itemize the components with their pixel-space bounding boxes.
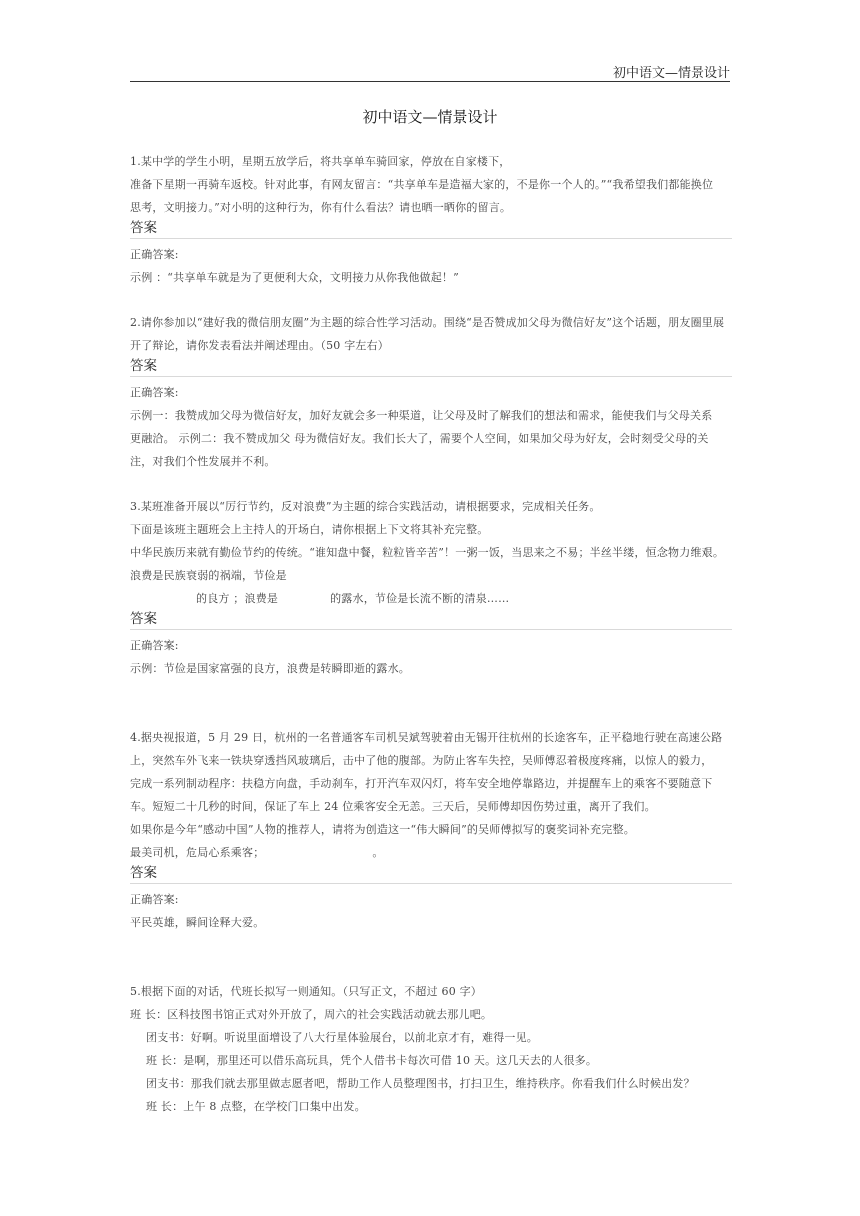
question-text-line: 3.某班准备开展以“厉行节约，反对浪费”为主题的综合实践活动，请根据要求，完成相关任务。 xyxy=(130,500,601,513)
question-text-line: 2.请你参加以“建好我的微信朋友圈”为主题的综合性学习活动。围绕“是否赞成加父母为微信好友”这个话题，朋友圈里展 xyxy=(130,316,725,329)
question-3 xyxy=(130,495,732,680)
question-text-line: 1.某中学的学生小明，星期五放学后，将共享单车骑回家，停放在自家楼下， xyxy=(130,155,511,168)
question-text-line: 4.据央视报道，5 月 29 日，杭州的一名普通客车司机吴斌驾驶着由无锡开往杭州的长途客车，正平稳地行驶在高速公路 xyxy=(130,731,723,744)
header-divider xyxy=(130,81,730,82)
fill-text: 。 xyxy=(372,846,384,859)
question-text-line: 如果你是今年“感动中国”人物的推荐人，请将为创造这一“伟大瞬间”的吴师傅拟写的褒奖词补充完整。 xyxy=(130,823,635,836)
correct-answer-label: 正确答案: xyxy=(130,248,179,261)
answer-text-line: 示例：节俭是国家富强的良方，浪费是转瞬即逝的露水。 xyxy=(130,662,410,675)
answer-text-line: 示例一：我赞成加父母为微信好友，加好友就会多一种渠道，让父母及时了解我们的想法和需求，能使我们与父母关系 xyxy=(130,409,713,422)
question-5 xyxy=(130,980,732,1118)
question-text-line: 中华民族历来就有勤俭节约的传统。“谁知盘中餐，粒粒皆辛苦”！一粥一饭，当思来之不易；半丝半缕，恒念物力维艰。 xyxy=(130,546,725,559)
answer-text-line: 平民英雄，瞬间诠释大爱。 xyxy=(130,916,265,929)
fill-in-line xyxy=(130,587,732,610)
fill-text: 的露水，节俭是长流不断的清泉…… xyxy=(330,592,510,605)
dialog-line: 团支书：那我们就去那里做志愿者吧，帮助工作人员整理图书，打扫卫生，维持秩序。你看我们什么时候出发？ xyxy=(146,1077,695,1090)
answer-heading: 答案 xyxy=(130,219,732,239)
question-4 xyxy=(130,726,732,934)
fill-text: 最美司机，危局心系乘客； xyxy=(130,846,265,859)
question-text-line: 上，突然车外飞来一铁块穿透挡风玻璃后，击中了他的腹部。为防止客车失控，吴师傅忍着极度疼痛，以惊人的毅力， xyxy=(130,754,713,767)
dialog-line: 团支书：好啊。听说里面增设了八大行星体验展台，以前北京才有，难得一见。 xyxy=(146,1031,538,1044)
dialog-line: 班 长：是啊，那里还可以借乐高玩具，凭个人借书卡每次可借 10 天。这几天去的人很多。 xyxy=(146,1054,598,1067)
running-header: 初中语文—情景设计 xyxy=(612,66,730,81)
question-text-line: 开了辩论，请你发表看法并阐述理由。（50 字左右） xyxy=(130,339,389,352)
correct-answer-label: 正确答案: xyxy=(130,639,179,652)
document-body xyxy=(130,150,732,1118)
answer-text-line: 注，对我们个性发展并不利。 xyxy=(130,455,276,468)
question-text-line: 准备下星期一再骑车返校。针对此事，有网友留言：“共享单车是造福大家的，不是你一个人的。”“我希望我们都能换位 xyxy=(130,178,714,191)
question-text-line: 班 长：区科技图书馆正式对外开放了，周六的社会实践活动就去那儿吧。 xyxy=(130,1008,493,1021)
fill-text: 的良方 ；浪费是 xyxy=(196,592,279,605)
question-text-line: 车。短短二十几秒的时间，保证了车上 24 位乘客安全无恙。三天后，吴师傅却因伤势过重，离开了我们。 xyxy=(130,800,656,813)
answer-heading: 答案 xyxy=(130,357,732,377)
correct-answer-label: 正确答案: xyxy=(130,386,179,399)
answer-heading: 答案 xyxy=(130,610,732,630)
page-title: 初中语文—情景设计 xyxy=(362,108,498,126)
correct-answer-label: 正确答案: xyxy=(130,893,179,906)
answer-heading: 答案 xyxy=(130,864,732,884)
question-text-line: 浪费是民族衰弱的祸端，节俭是 xyxy=(130,569,287,582)
question-text-line: 5.根据下面的对话，代班长拟写一则通知。（只写正文，不超过 60 字） xyxy=(130,985,482,998)
answer-text-line: 更融洽。 示例二：我不赞成加父 母为微信好友。我们长大了，需要个人空间，如果加父母为好友，会时刻受父母的关 xyxy=(130,432,709,445)
question-text-line: 完成一系列制动程序：扶稳方向盘，手动刹车，打开汽车双闪灯，将车安全地停靠路边，并提醒车上的乘客不要随意下 xyxy=(130,777,713,790)
question-1 xyxy=(130,150,732,289)
question-text-line: 思考，文明接力。”对小明的这种行为，你有什么看法？请也晒一晒你的留言。 xyxy=(130,201,512,214)
fill-in-line xyxy=(130,841,732,864)
dialog-line: 班 长：上午 8 点整，在学校门口集中出发。 xyxy=(146,1100,366,1113)
answer-text-line: 示例 ：“共享单车就是为了更便利大众，文明接力从你我他做起！” xyxy=(130,271,459,284)
question-2 xyxy=(130,311,732,473)
question-text-line: 下面是该班主题班会上主持人的开场白，请你根据上下文将其补充完整。 xyxy=(130,523,489,536)
